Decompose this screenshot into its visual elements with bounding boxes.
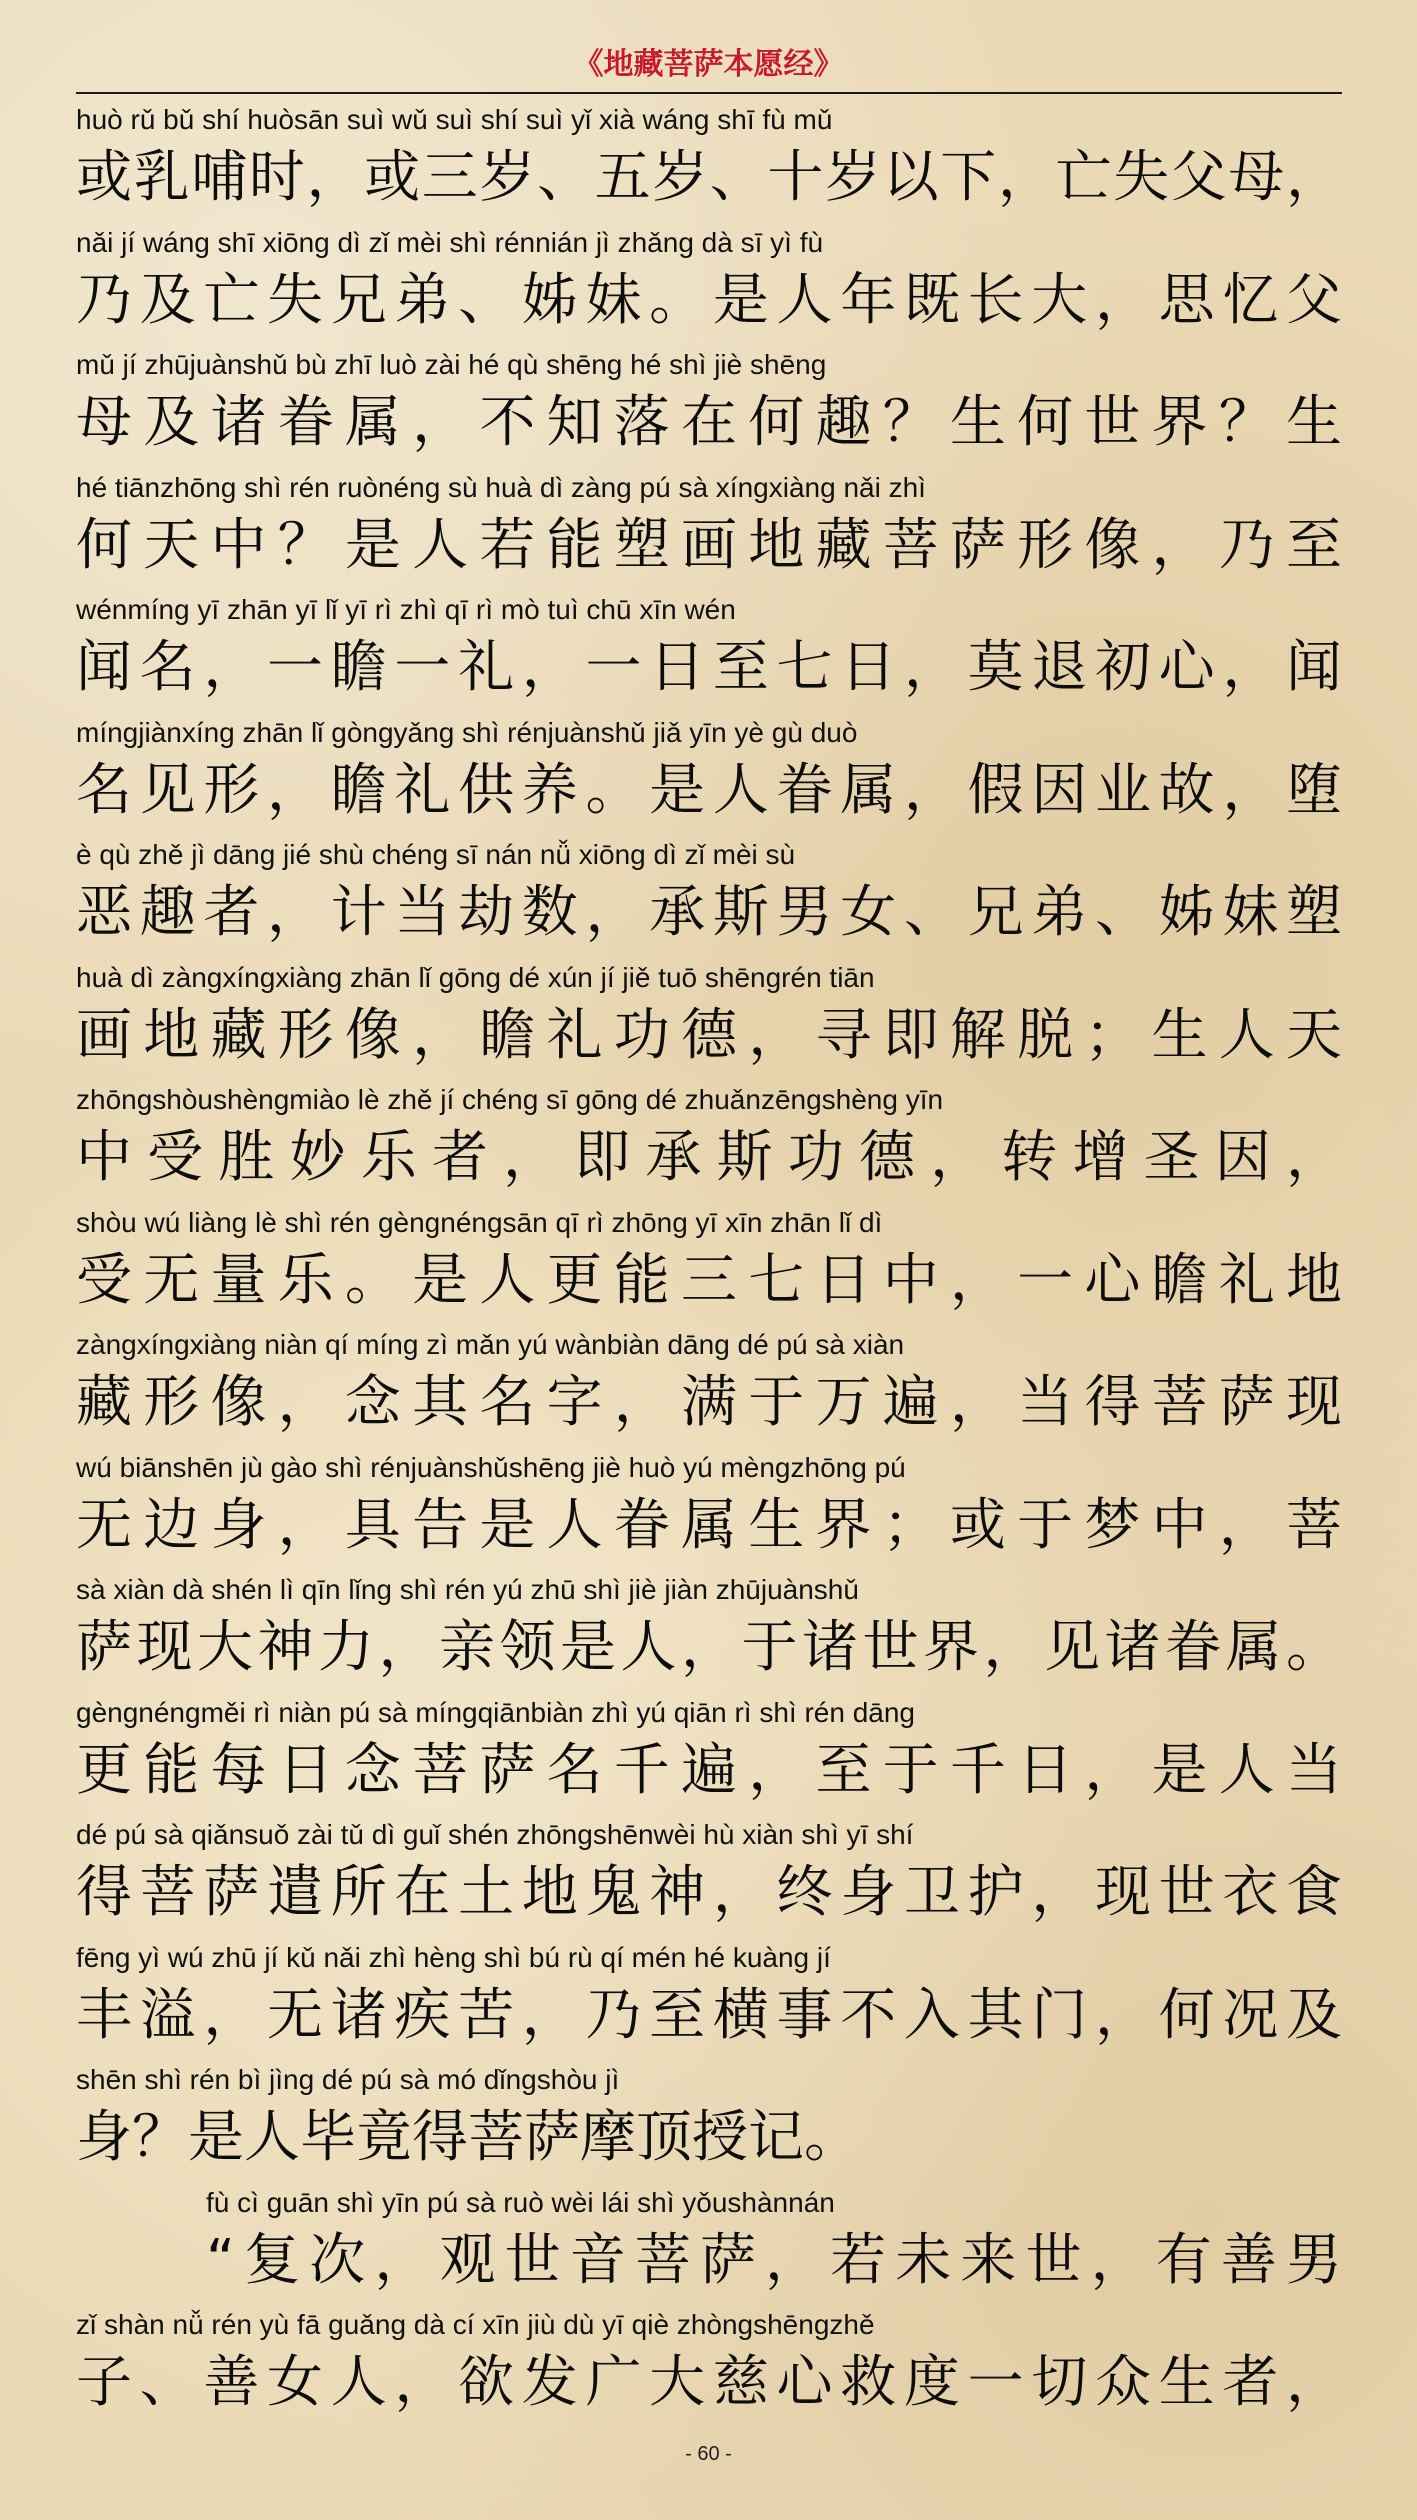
chinese-line: 中受胜妙乐者，即承斯功德，转增圣因， xyxy=(76,1125,1342,1190)
text-line-1 xyxy=(76,100,1342,223)
text-line-4 xyxy=(76,468,1342,591)
text-line-15 xyxy=(76,1815,1342,1938)
chinese-line: 画地藏形像，瞻礼功德，寻即解脱；生人天 xyxy=(76,1002,1342,1068)
pinyin-line: dé pú sà qiǎnsuǒ zài tǔ dì guǐ shén zhōngshēnwèi hù xiàn shì yī shí xyxy=(76,1819,914,1850)
page-header-title: 《地藏菩萨本愿经》 xyxy=(573,47,844,82)
text-line-13 xyxy=(76,1570,1342,1693)
chinese-line: 名见形，瞻礼供养。是人眷属，假因业故，堕 xyxy=(76,757,1342,823)
pinyin-line: zǐ shàn nǚ rén yù fā guǎng dà cí xīn jiù dù yī qiè zhòngshēngzhě xyxy=(76,2309,875,2340)
pinyin-line: shòu wú liàng lè shì rén gèngnéngsān qī rì zhōng yī xīn zhān lǐ dì xyxy=(76,1206,883,1238)
pinyin-line: shēn shì rén bì jìng dé pú sà mó dǐngshòu jì xyxy=(76,2064,620,2095)
chinese-line: 闻名，一瞻一礼，一日至七日，莫退初心，闻 xyxy=(76,635,1342,700)
pinyin-line: mǔ jí zhūjuànshǔ bù zhī luò zài hé qù shēng hé shì jiè shēng xyxy=(76,349,827,380)
pinyin-line: hé tiānzhōng shì rén ruònéng sù huà dì zàng pú sà xíngxiàng nǎi zhì xyxy=(76,471,926,503)
chinese-line: 乃及亡失兄弟、姊妹。是人年既长大，思忆父 xyxy=(76,267,1342,333)
chinese-line: 无边身，具告是人眷属生界；或于梦中，菩 xyxy=(76,1492,1342,1558)
chinese-line: 身？是人毕竟得菩萨摩顶授记。 xyxy=(76,2105,860,2170)
text-line-11 xyxy=(76,1325,1342,1448)
chinese-line: 何天中？是人若能塑画地藏菩萨形像，乃至 xyxy=(76,512,1342,578)
chinese-line: 或乳哺时，或三岁、五岁、十岁以下，亡失父母， xyxy=(76,145,1342,210)
chinese-line: 藏形像，念其名字，满于万遍，当得菩萨现 xyxy=(76,1370,1342,1435)
text-line-7 xyxy=(76,835,1342,958)
pinyin-line: zàngxíngxiàng niàn qí míng zì mǎn yú wànbiàn dāng dé pú sà xiàn xyxy=(76,1329,905,1360)
text-line-19 xyxy=(76,2305,1342,2428)
text-line-3 xyxy=(76,345,1342,468)
pinyin-line: sà xiàn dà shén lì qīn lǐng shì rén yú zhū shì jiè jiàn zhūjuànshǔ xyxy=(76,1574,859,1605)
chinese-line: 恶趣者，计当劫数，承斯男女、兄弟、姊妹塑 xyxy=(76,880,1342,945)
pinyin-line: è qù zhě jì dāng jié shù chéng sī nán nǚ xiōng dì zǐ mèi sù xyxy=(76,839,796,870)
pinyin-line: wénmíng yī zhān yī lǐ yī rì zhì qī rì mò tuì chū xīn wén xyxy=(76,594,736,625)
text-line-5 xyxy=(76,590,1342,713)
pinyin-line: fēng yì wú zhū jí kǔ nǎi zhì hèng shì bú rù qí mén hé kuàng jí xyxy=(76,1941,831,1973)
pinyin-line: nǎi jí wáng shī xiōng dì zǐ mèi shì rénnián jì zhǎng dà sī yì fù xyxy=(76,226,824,258)
sutra-text-body xyxy=(76,100,1342,2428)
pinyin-line: fù cì guān shì yīn pú sà ruò wèi lái shì yǒushànnán xyxy=(206,2186,835,2218)
text-line-16 xyxy=(76,1938,1342,2061)
text-line-10 xyxy=(76,1203,1342,1326)
page-number: - 60 - xyxy=(685,2443,732,2465)
pinyin-line: zhōngshòushèngmiào lè zhě jí chéng sī gōng dé zhuǎnzēngshèng yīn xyxy=(76,1084,944,1115)
pinyin-line: gèngnéngměi rì niàn pú sà míngqiānbiàn zhì yú qiān rì shì rén dāng xyxy=(76,1696,916,1728)
chinese-line: 丰溢，无诸疾苦，乃至横事不入其门，何况及 xyxy=(76,1982,1342,2048)
chinese-line: “复次，观世音菩萨，若未来世，有善男 xyxy=(206,2227,1342,2293)
text-line-18 xyxy=(76,2183,1342,2306)
text-line-6 xyxy=(76,713,1342,836)
text-line-8 xyxy=(76,958,1342,1081)
text-line-9 xyxy=(76,1080,1342,1203)
text-line-17 xyxy=(76,2060,1342,2183)
chinese-line: 母及诸眷属，不知落在何趣？生何世界？生 xyxy=(76,390,1342,455)
pinyin-line: wú biānshēn jù gào shì rénjuànshǔshēng jiè huò yú mèngzhōng pú xyxy=(76,1451,906,1483)
text-line-14 xyxy=(76,1693,1342,1816)
text-line-12 xyxy=(76,1448,1342,1571)
chinese-line: 萨现大神力，亲领是人，于诸世界，见诸眷属。 xyxy=(76,1615,1342,1680)
chinese-line: 受无量乐。是人更能三七日中，一心瞻礼地 xyxy=(76,1247,1342,1313)
text-line-2 xyxy=(76,223,1342,346)
pinyin-line: huò rǔ bǔ shí huòsān suì wǔ suì shí suì yǐ xià wáng shī fù mǔ xyxy=(76,104,833,135)
chinese-line: 子、善女人，欲发广大慈心救度一切众生者， xyxy=(76,2350,1342,2415)
chinese-line: 得菩萨遣所在土地鬼神，终身卫护，现世衣食 xyxy=(76,1860,1342,1925)
pinyin-line: míngjiànxíng zhān lǐ gòngyǎng shì rénjuànshǔ jiǎ yīn yè gù duò xyxy=(76,716,858,748)
chinese-line: 更能每日念菩萨名千遍，至于千日，是人当 xyxy=(76,1737,1342,1803)
header-divider xyxy=(76,92,1342,94)
pinyin-line: huà dì zàngxíngxiàng zhān lǐ gōng dé xún jí jiě tuō shēngrén tiān xyxy=(76,961,875,993)
